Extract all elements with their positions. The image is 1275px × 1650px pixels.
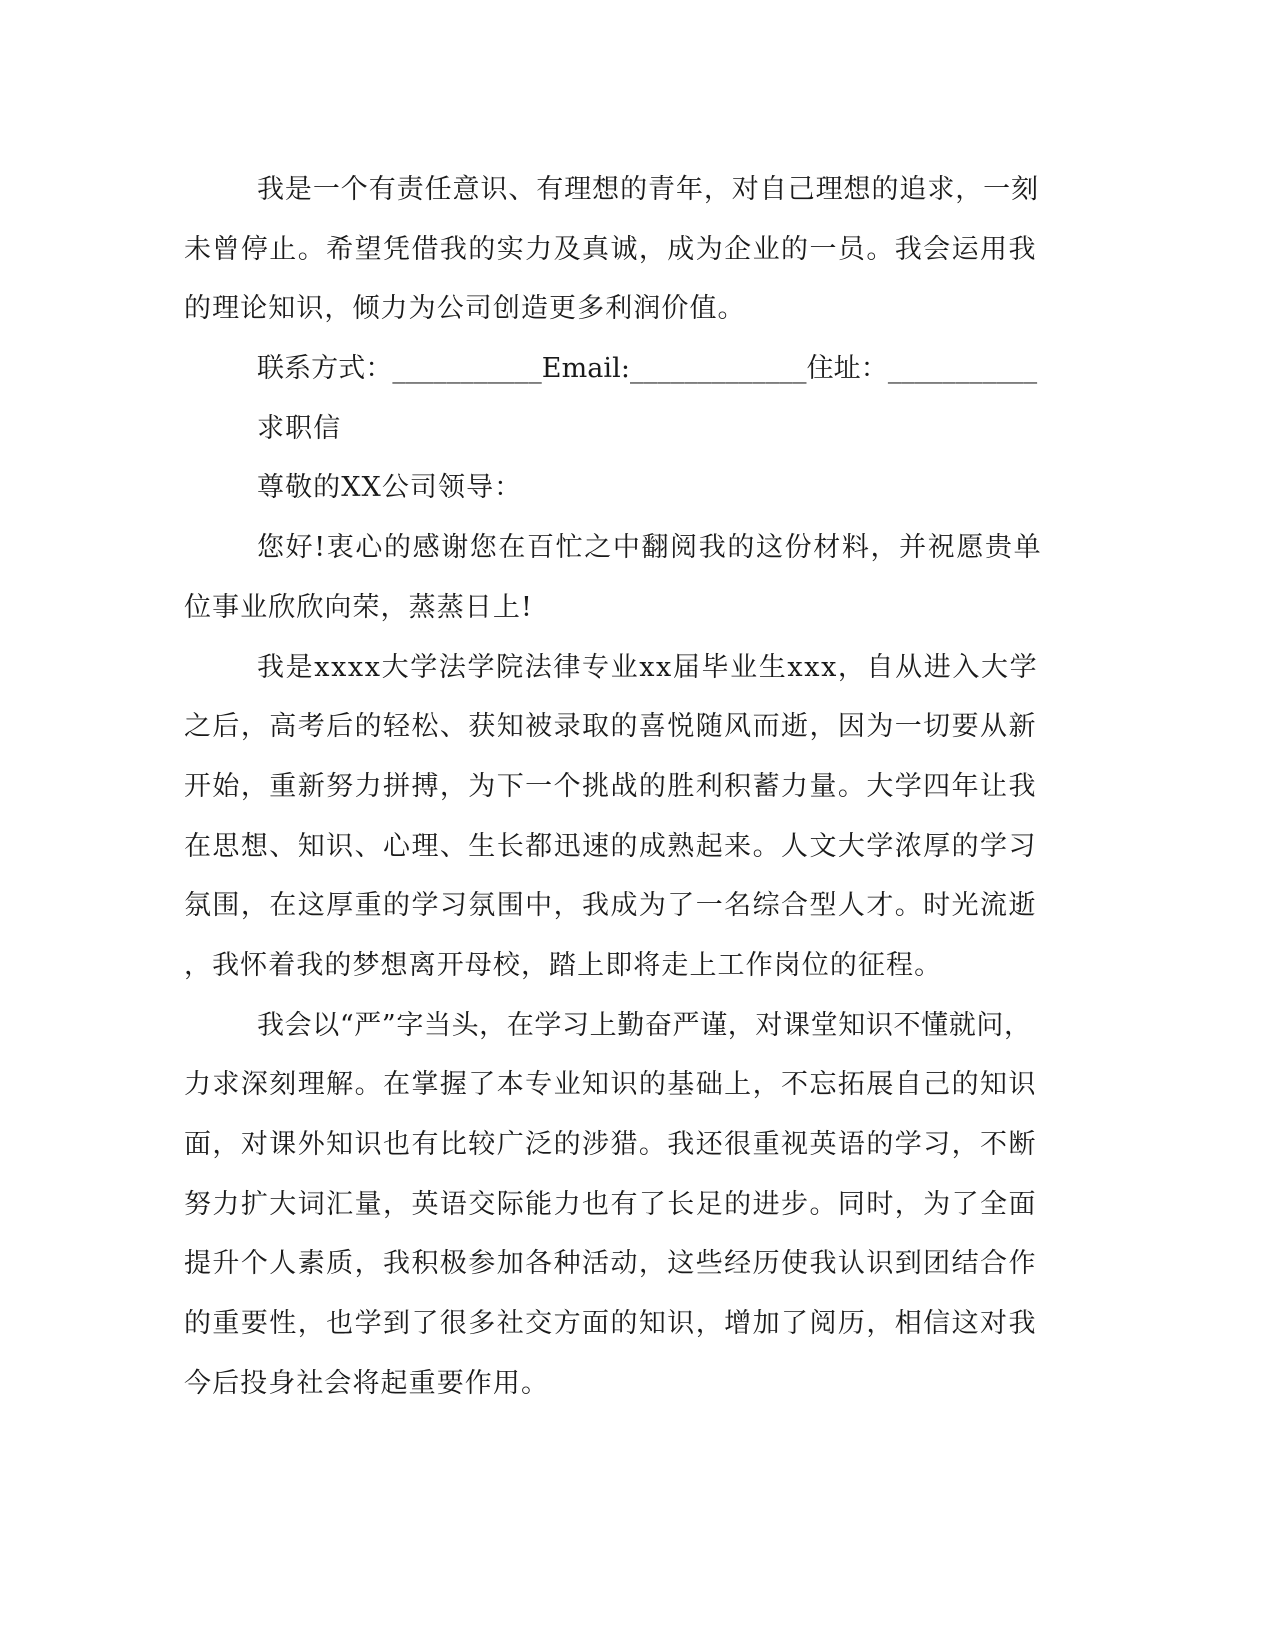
- paragraph-line: 力求深刻理解。在掌握了本专业知识的基础上，不忘拓展自己的知识: [184, 1069, 1037, 1101]
- paragraph-line: 我是xxxx大学法学院法律专业xx届毕业生xxx，自从进入大学: [257, 651, 1039, 683]
- paragraph-line: 开始，重新努力拼搏，为下一个挑战的胜利积蓄力量。大学四年让我: [184, 770, 1037, 802]
- paragraph-line: 氛围，在这厚重的学习氛围中，我成为了一名综合型人才。时光流逝: [184, 890, 1037, 922]
- salutation: 尊敬的XX公司领导：: [257, 472, 523, 504]
- paragraph-line: 未曾停止。希望凭借我的实力及真诚，成为企业的一员。我会运用我: [184, 233, 1037, 265]
- paragraph-line: 我会以“严”字当头，在学习上勤奋严谨，对课堂知识不懂就问，: [257, 1009, 1032, 1041]
- paragraph-line: 的理论知识，倾力为公司创造更多利润价值。: [184, 293, 746, 325]
- document-body: [184, 160, 1044, 1413]
- contact-info-line: 联系方式：___________Email:_____________住址：___________: [257, 353, 1038, 385]
- paragraph-line: 之后，高考后的轻松、获知被录取的喜悦随风而逝，因为一切要从新: [184, 711, 1037, 743]
- paragraph-line: 今后投身社会将起重要作用。: [184, 1367, 550, 1399]
- paragraph-line: ，我怀着我的梦想离开母校，踏上即将走上工作岗位的征程。: [184, 949, 943, 981]
- paragraph-line: 的重要性，也学到了很多社交方面的知识，增加了阅历，相信这对我: [184, 1308, 1037, 1340]
- paragraph-line: 在思想、知识、心理、生长都迅速的成熟起来。人文大学浓厚的学习: [184, 830, 1037, 862]
- paragraph-line: 努力扩大词汇量，英语交际能力也有了长足的进步。同时，为了全面: [184, 1188, 1037, 1220]
- paragraph-line: 面，对课外知识也有比较广泛的涉猎。我还很重视英语的学习，不断: [184, 1129, 1037, 1160]
- paragraph-line: 您好!衷心的感谢您在百忙之中翻阅我的这份材料，并祝愿贵单: [257, 532, 1043, 564]
- paragraph-line: 我是一个有责任意识、有理想的青年，对自己理想的追求，一刻: [257, 174, 1040, 205]
- paragraph-line: 提升个人素质，我积极参加各种活动，这些经历使我认识到团结合作: [184, 1248, 1037, 1280]
- letter-title: 求职信: [257, 412, 342, 444]
- paragraph-line: 位事业欣欣向荣，蒸蒸日上!: [184, 591, 533, 623]
